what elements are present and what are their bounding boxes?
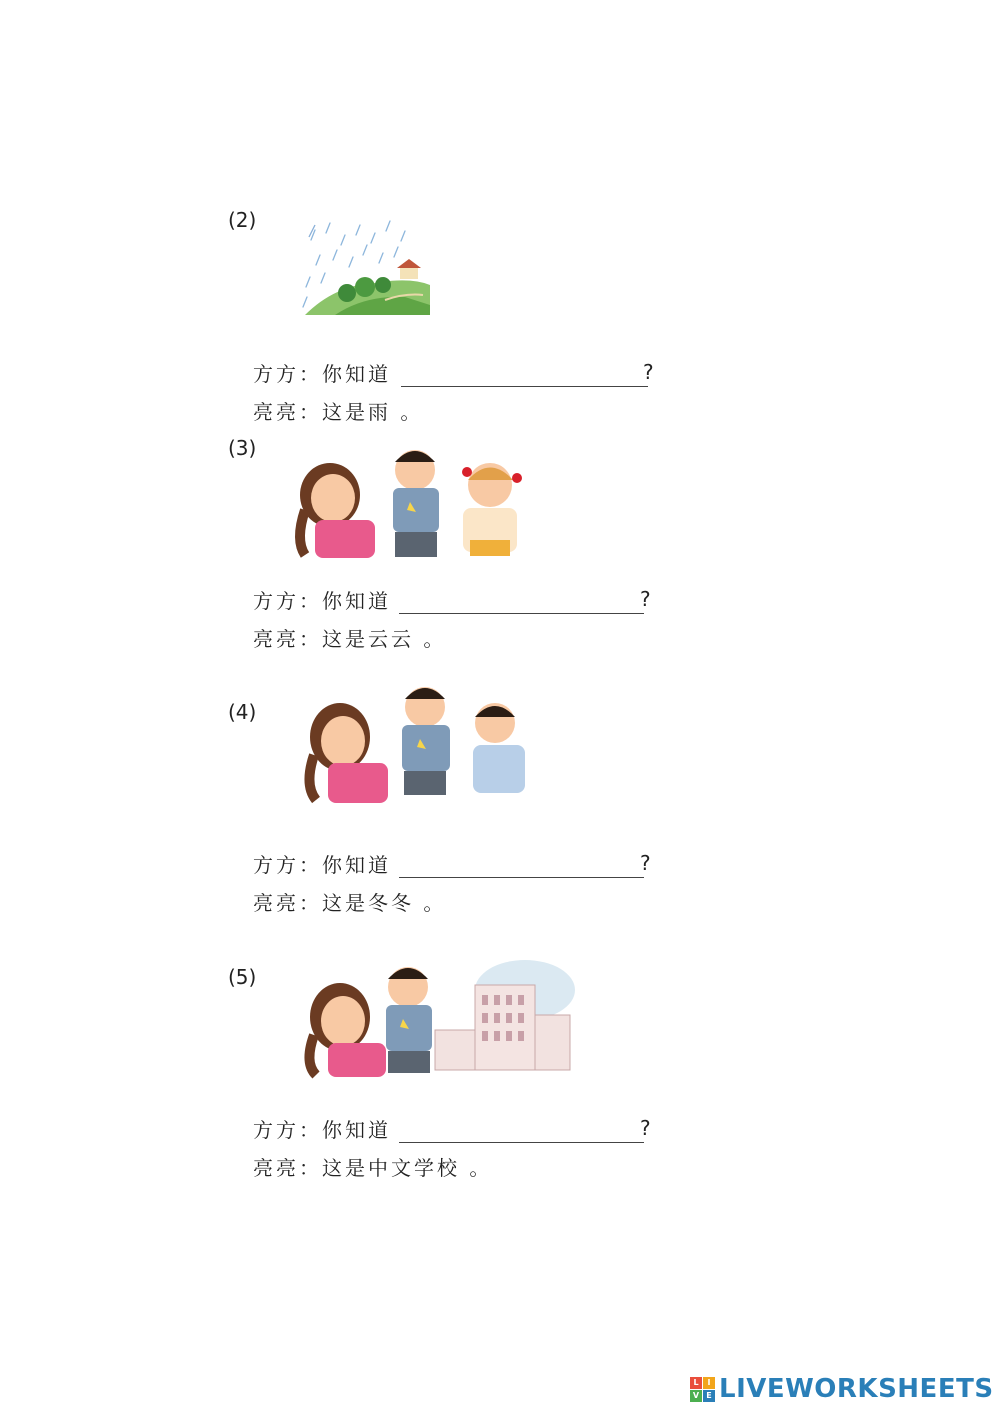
answer-line-3 bbox=[253, 623, 446, 652]
answer-text: 这是冬冬 bbox=[322, 891, 414, 915]
question-line-4 bbox=[253, 849, 391, 878]
answer-input-2[interactable] bbox=[401, 356, 648, 387]
speaker-fangfang: 方方： bbox=[253, 362, 322, 386]
question-prefix: 你知道 bbox=[322, 362, 391, 386]
speaker-liangliang: 亮亮： bbox=[253, 627, 322, 651]
question-prefix: 你知道 bbox=[322, 1118, 391, 1142]
answer-line-4 bbox=[253, 887, 446, 916]
three-children-image bbox=[285, 440, 540, 560]
speaker-liangliang: 亮亮： bbox=[253, 400, 322, 424]
question-mark: ? bbox=[640, 587, 651, 611]
question-mark: ? bbox=[640, 1116, 651, 1140]
answer-text: 这是雨 bbox=[322, 400, 391, 424]
children-and-school-image bbox=[290, 955, 585, 1080]
answer-input-5[interactable] bbox=[399, 1112, 644, 1143]
speaker-fangfang: 方方： bbox=[253, 589, 322, 613]
question-line-2 bbox=[253, 358, 391, 387]
item-number-5: (5) bbox=[228, 965, 257, 989]
liveworksheets-logo bbox=[690, 1374, 994, 1404]
rain-scene-image bbox=[295, 215, 435, 320]
question-line-5 bbox=[253, 1114, 391, 1143]
period: 。 bbox=[423, 627, 447, 651]
item-number-2: (2) bbox=[228, 208, 257, 232]
question-mark: ? bbox=[643, 360, 654, 384]
question-mark: ? bbox=[640, 851, 651, 875]
period: 。 bbox=[423, 891, 447, 915]
item-number-3: (3) bbox=[228, 436, 257, 460]
period: 。 bbox=[400, 400, 424, 424]
answer-text: 这是云云 bbox=[322, 627, 414, 651]
speaker-liangliang: 亮亮： bbox=[253, 1156, 322, 1180]
speaker-fangfang: 方方： bbox=[253, 853, 322, 877]
question-prefix: 你知道 bbox=[322, 589, 391, 613]
answer-input-4[interactable] bbox=[399, 847, 644, 878]
answer-text: 这是中文学校 bbox=[322, 1156, 460, 1180]
speaker-liangliang: 亮亮： bbox=[253, 891, 322, 915]
item-number-4: (4) bbox=[228, 700, 257, 724]
question-prefix: 你知道 bbox=[322, 853, 391, 877]
period: 。 bbox=[469, 1156, 493, 1180]
answer-line-2 bbox=[253, 396, 423, 425]
speaker-fangfang: 方方： bbox=[253, 1118, 322, 1142]
question-line-3 bbox=[253, 585, 391, 614]
brand-name: LIVEWORKSHEETS bbox=[719, 1374, 994, 1404]
answer-line-5 bbox=[253, 1152, 492, 1181]
answer-input-3[interactable] bbox=[399, 583, 644, 614]
logo-icon: L I V E bbox=[690, 1377, 715, 1402]
three-children-image bbox=[290, 675, 535, 810]
